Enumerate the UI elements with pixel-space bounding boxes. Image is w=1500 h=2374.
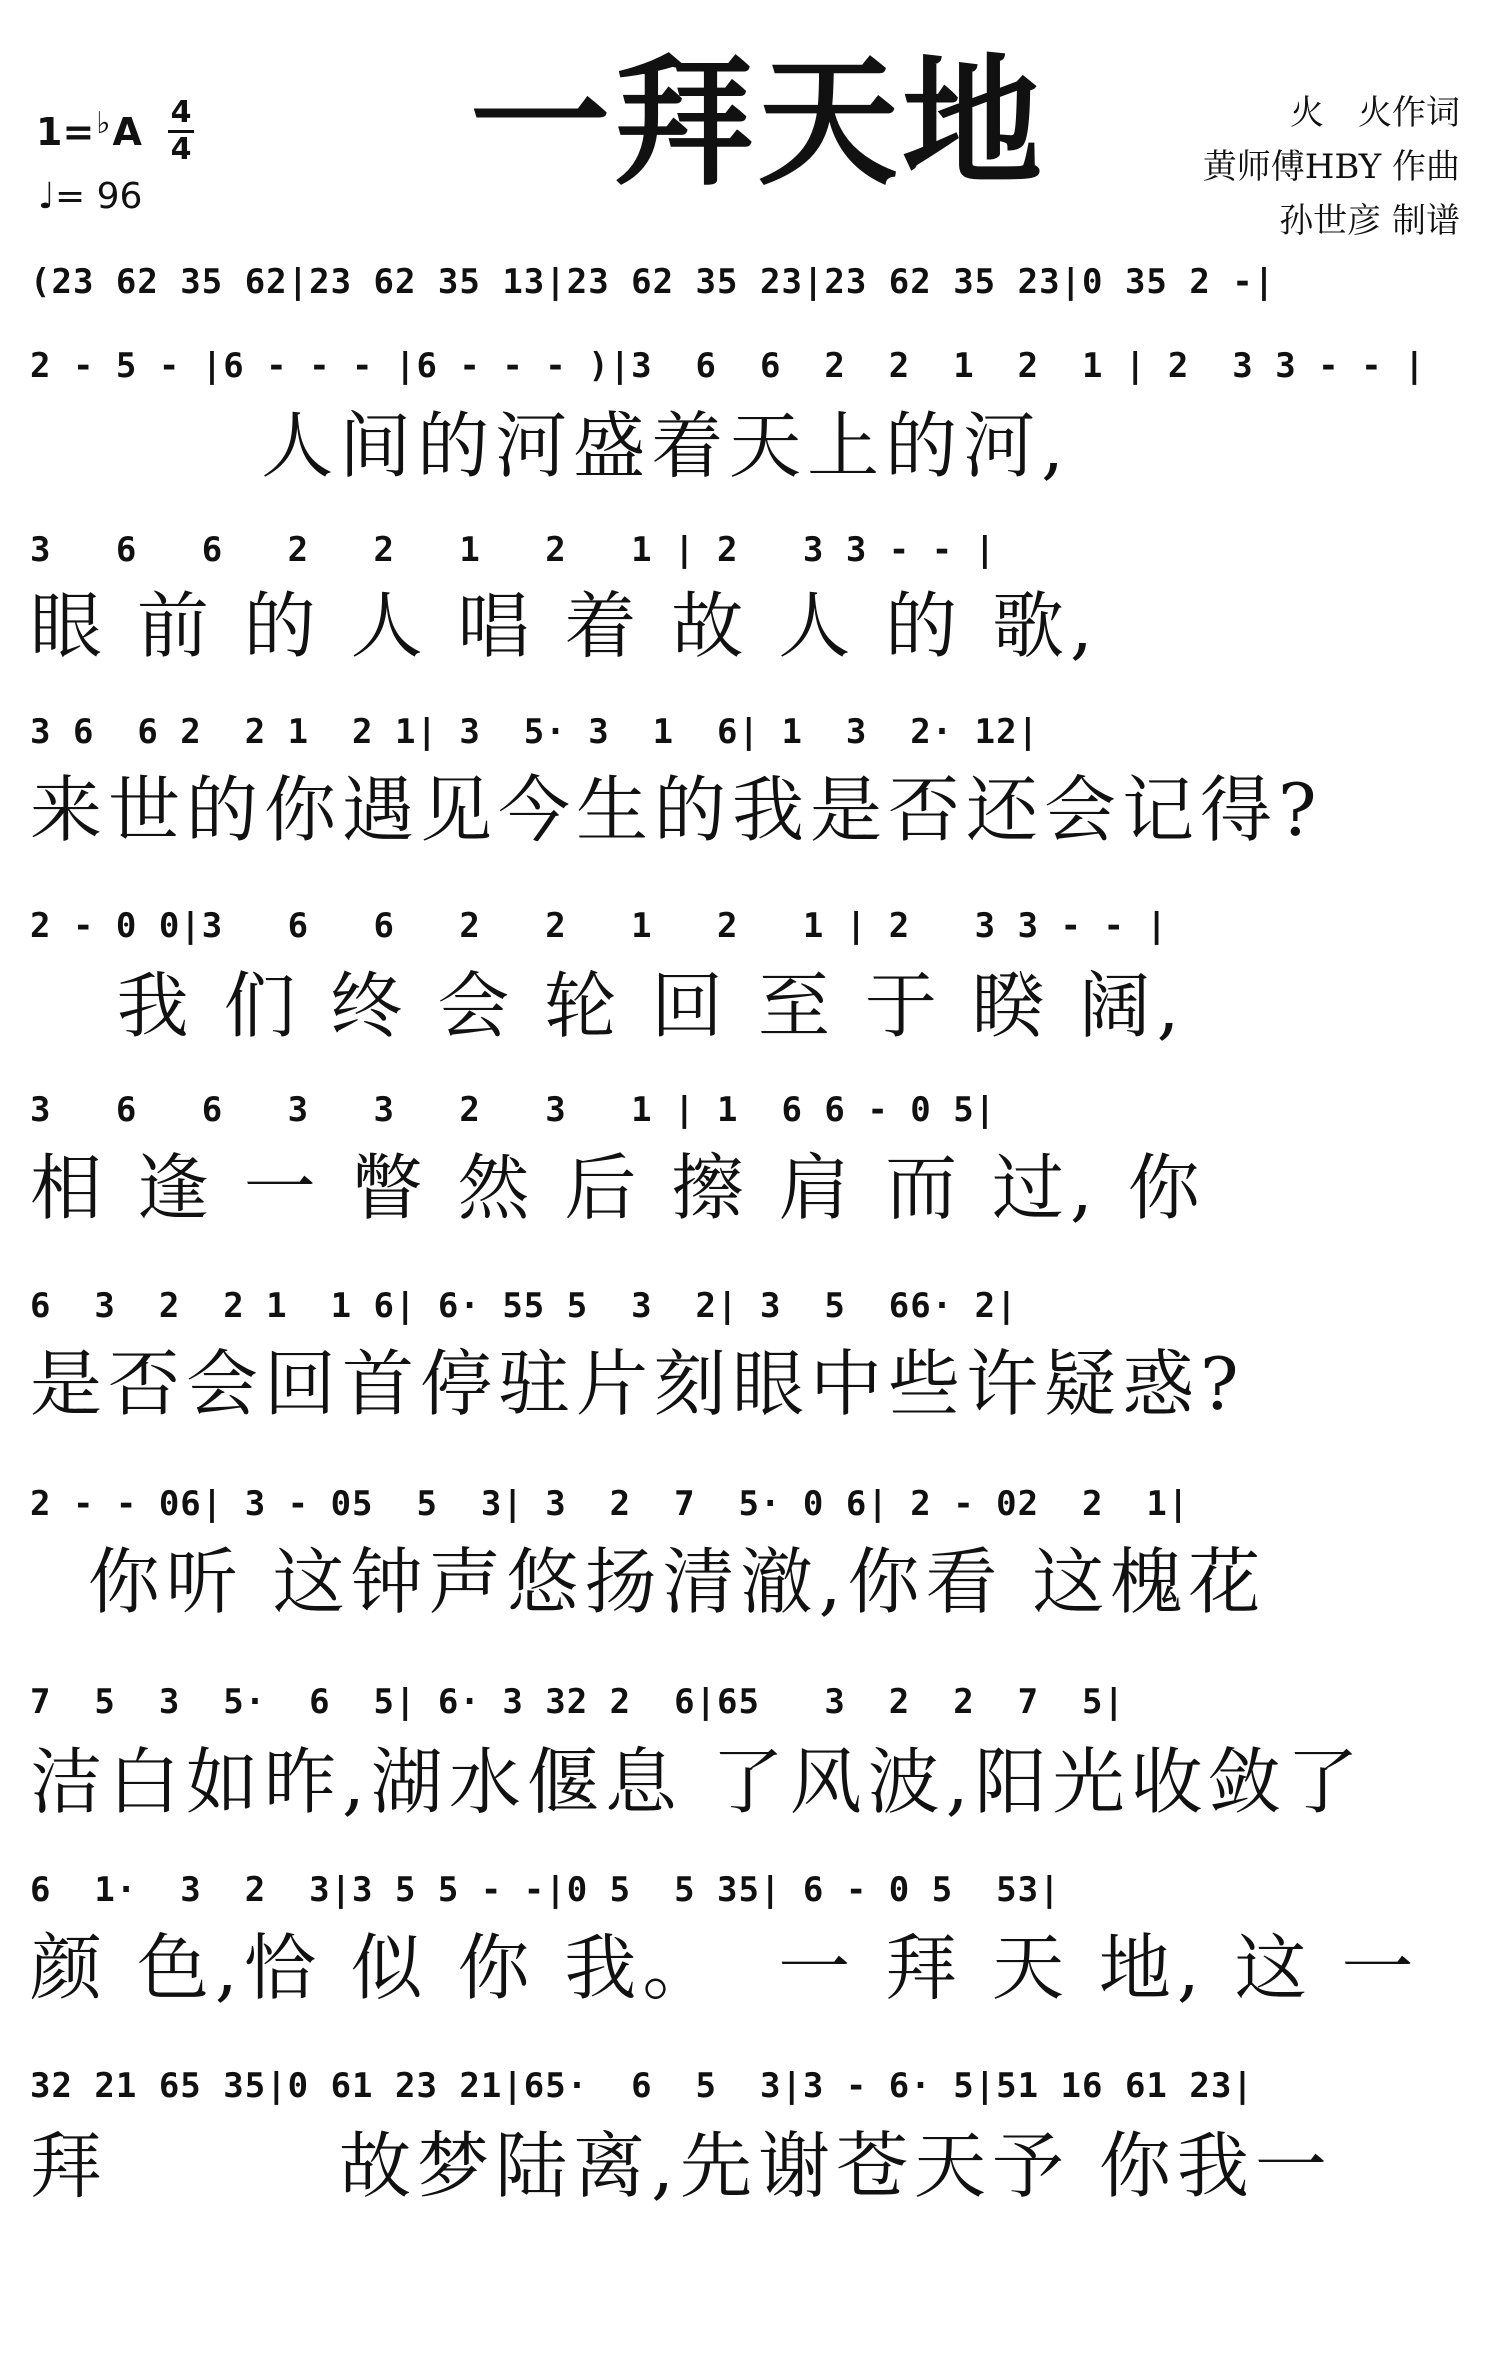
lyricist-credit: 火 火作词	[1290, 93, 1460, 133]
lyric-line: 人间的河盛着天上的河,	[30, 404, 1070, 488]
score-header	[0, 0, 1500, 250]
notation-line: 32 21 65 35|0 61 23 21|65· 6 5 3|3 - 6· 5|51 16 61 23|	[30, 2066, 1254, 2106]
lyric-line: 拜 故梦陆离,先谢苍天予 你我一	[30, 2124, 1333, 2208]
lyric-line: 我 们 终 会 轮 回 至 于 睽 阔,	[30, 964, 1186, 1048]
key-signature	[36, 106, 142, 154]
tempo-marking: ♩= 96	[38, 176, 143, 217]
notation-line: 3 6 6 3 3 2 3 1 | 1 6 6 - 0 5|	[30, 1090, 997, 1130]
flat-symbol: ♭	[96, 106, 111, 141]
lyric-line: 是否会回首停驻片刻眼中些许疑惑?	[30, 1342, 1245, 1426]
transcriber-credit: 孙世彦 制谱	[1279, 201, 1460, 241]
song-title: 一拜天地	[470, 41, 1047, 205]
lyric-line: 相 逢 一 瞥 然 后 擦 肩 而 过, 你	[30, 1146, 1206, 1230]
notation-line: 3 6 6 2 2 1 2 1 | 2 3 3 - - |	[30, 530, 997, 570]
notation-line: 6 3 2 2 1 1 6| 6· 55 5 3 2| 3 5 66· 2|	[30, 1286, 1018, 1326]
notation-line: 7 5 3 5· 6 5| 6· 3 32 2 6|65 3 2 2 7 5|	[30, 1682, 1125, 1722]
lyric-line: 洁白如昨,湖水偃息 了风波,阳光收敛了	[30, 1740, 1365, 1824]
composer-credit: 黄师傅HBY 作曲	[1202, 147, 1460, 187]
lyric-line: 眼 前 的 人 唱 着 故 人 的 歌,	[30, 584, 1099, 668]
notation-line: (23 62 35 62|23 62 35 13|23 62 35 23|23 62 35 23|0 35 2 -|	[30, 262, 1276, 302]
time-signature	[168, 95, 194, 167]
notation-line: 6 1· 3 2 3|3 5 5 - -|0 5 5 35| 6 - 0 5 53|	[30, 1870, 1061, 1910]
notation-line: 2 - 5 - |6 - - - |6 - - - )|3 6 6 2 2 1 2 1 | 2 3 3 - - |	[30, 346, 1426, 386]
lyric-line: 你听 这钟声悠扬清澈,你看 这槐花	[30, 1540, 1267, 1624]
notation-line: 2 - - 06| 3 - 05 5 3| 3 2 7 5· 0 6| 2 - 02 2 1|	[30, 1484, 1190, 1524]
notation-line: 2 - 0 0|3 6 6 2 2 1 2 1 | 2 3 3 - - |	[30, 906, 1168, 946]
key-letter: A	[112, 110, 142, 154]
time-signature-top: 4	[170, 95, 192, 130]
lyric-line: 颜 色,恰 似 你 我。 一 拜 天 地, 这 一	[30, 1926, 1420, 2010]
notation-line: 3 6 6 2 2 1 2 1| 3 5· 3 1 6| 1 3 2· 12|	[30, 712, 1040, 752]
credits	[1203, 86, 1460, 248]
time-signature-bottom: 4	[170, 132, 192, 167]
key-prefix: 1=	[36, 110, 95, 154]
lyric-line: 来世的你遇见今生的我是否还会记得?	[30, 768, 1323, 852]
